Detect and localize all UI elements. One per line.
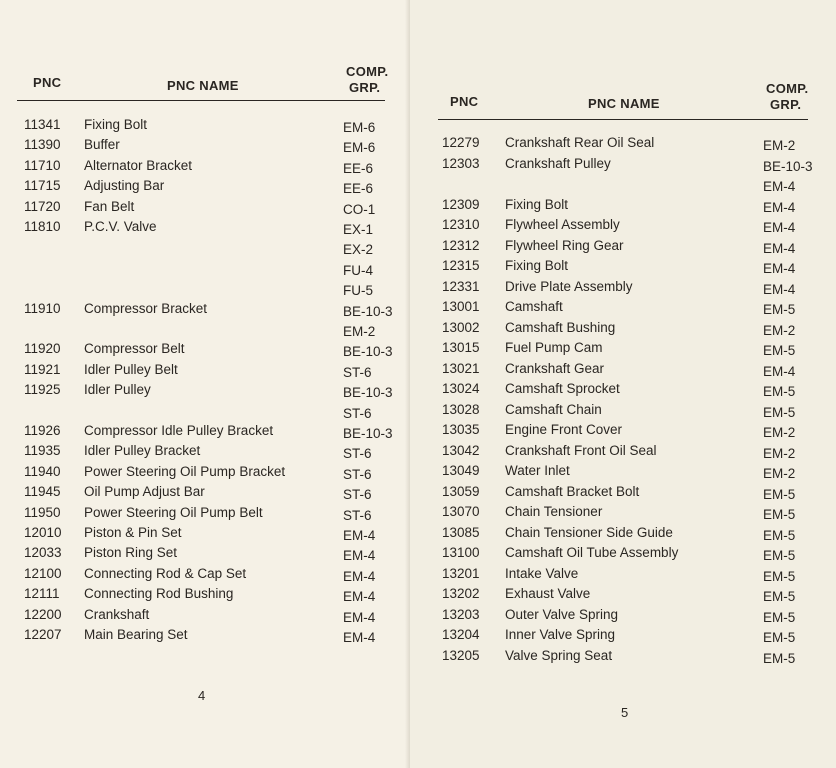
table-row — [410, 135, 836, 155]
pnc-cell: 11920 — [24, 341, 61, 357]
pnc-cell: 12207 — [24, 627, 62, 642]
comp-grp-cell: EM-2 — [763, 138, 796, 153]
pnc-name-cell: Engine Front Cover — [505, 422, 623, 437]
table-row — [0, 301, 410, 321]
comp-grp-cell: FU-5 — [343, 283, 373, 299]
pnc-cell: 12033 — [24, 545, 62, 561]
comp-grp-cell: EM-6 — [343, 120, 376, 135]
table-row — [0, 178, 410, 198]
comp-grp-cell: EM-4 — [343, 548, 376, 564]
table-row — [410, 484, 836, 504]
comp-grp-cell: EM-5 — [763, 589, 796, 604]
pnc-cell: 13049 — [442, 463, 480, 478]
pnc-name-cell: Crankshaft Pulley — [505, 155, 611, 171]
comp-grp-cell: BE-10-3 — [343, 303, 393, 319]
pnc-cell: 12312 — [442, 237, 480, 253]
table-row — [0, 423, 410, 443]
table-row — [0, 382, 410, 402]
table-row — [410, 217, 836, 237]
table-row — [410, 340, 836, 360]
pnc-cell: 11341 — [24, 117, 61, 132]
pnc-name-cell: Compressor Belt — [84, 341, 185, 357]
comp-grp-cell: EM-6 — [343, 140, 376, 156]
comp-grp-header-line2: GRP. — [349, 80, 381, 95]
table-row — [410, 566, 836, 586]
comp-grp-cell: EM-4 — [343, 589, 376, 605]
table-row — [410, 525, 836, 545]
pnc-name-cell: Crankshaft Rear Oil Seal — [505, 135, 655, 150]
comp-grp-cell: EM-2 — [763, 445, 796, 461]
pnc-cell: 11390 — [24, 137, 61, 153]
pnc-cell: 13001 — [442, 299, 480, 314]
comp-grp-cell: EX-2 — [343, 242, 374, 258]
pnc-name-cell: Fixing Bolt — [505, 258, 569, 273]
pnc-cell: 13201 — [442, 565, 480, 581]
comp-grp-cell: ST-6 — [343, 446, 372, 462]
pnc-header: PNC — [450, 94, 479, 109]
header-rule — [17, 100, 385, 101]
table-row — [410, 238, 836, 258]
pnc-cell: 11910 — [24, 300, 61, 316]
comp-grp-cell: EM-4 — [763, 199, 796, 215]
pnc-cell: 11935 — [24, 443, 61, 459]
pnc-name-cell: Crankshaft Gear — [505, 360, 605, 376]
comp-grp-cell: EM-5 — [763, 486, 796, 502]
pnc-cell: 11940 — [24, 463, 61, 479]
table-row — [410, 156, 836, 176]
table-row — [0, 199, 410, 219]
comp-grp-cell: FU-4 — [343, 262, 373, 278]
comp-grp-cell: EX-1 — [343, 222, 374, 237]
comp-grp-cell: EE-6 — [343, 181, 374, 197]
pnc-name-cell: Connecting Rod Bushing — [84, 586, 234, 602]
right-page — [410, 0, 836, 768]
table-row — [0, 219, 410, 239]
comp-grp-cell: EM-5 — [763, 384, 796, 399]
pnc-cell: 13035 — [442, 422, 480, 437]
table-row — [0, 586, 410, 606]
table-row — [0, 484, 410, 504]
table-row — [410, 299, 836, 319]
pnc-name-cell: Valve Spring Seat — [505, 647, 613, 663]
comp-grp-cell: BE-10-3 — [763, 158, 813, 174]
pnc-cell: 13028 — [442, 401, 480, 417]
table-row — [0, 362, 410, 382]
pnc-name-cell: Fixing Bolt — [505, 196, 569, 212]
comp-grp-cell: EM-4 — [763, 281, 796, 297]
pnc-name-cell: Camshaft Chain — [505, 401, 602, 417]
pnc-name-cell: Chain Tensioner — [505, 504, 603, 519]
pnc-cell: 13204 — [442, 627, 480, 642]
table-row — [0, 525, 410, 545]
comp-grp-cell: EM-4 — [343, 630, 376, 645]
comp-grp-cell: EM-2 — [763, 322, 796, 338]
pnc-cell: 11945 — [24, 484, 61, 500]
pnc-name-cell: Drive Plate Assembly — [505, 278, 633, 294]
pnc-name-cell: Idler Pulley Bracket — [84, 443, 201, 459]
pnc-cell: 13205 — [442, 647, 480, 663]
comp-grp-cell: EM-4 — [343, 609, 376, 625]
pnc-name-cell: P.C.V. Valve — [84, 219, 157, 234]
pnc-name-cell: Water Inlet — [505, 463, 570, 478]
comp-grp-cell: ST-6 — [343, 364, 372, 380]
comp-grp-cell: BE-10-3 — [343, 426, 393, 441]
pnc-name-cell: Camshaft Bracket Bolt — [505, 483, 640, 499]
page-number: 5 — [621, 705, 629, 720]
table-row — [410, 197, 836, 217]
table-row — [410, 607, 836, 627]
table-row — [0, 239, 410, 259]
pnc-cell: 12303 — [442, 155, 480, 171]
table-row — [410, 422, 836, 442]
pnc-cell: 13024 — [442, 381, 480, 396]
table-row — [410, 648, 836, 668]
header-rule — [438, 119, 808, 120]
pnc-cell: 12279 — [442, 135, 480, 150]
pnc-header: PNC — [33, 75, 62, 90]
page-number: 4 — [198, 688, 206, 703]
table-row — [410, 381, 836, 401]
table-row — [0, 321, 410, 341]
pnc-name-cell: Connecting Rod & Cap Set — [84, 565, 247, 581]
table-row — [0, 137, 410, 157]
comp-grp-cell: EM-4 — [343, 568, 376, 584]
comp-grp-cell: EM-5 — [763, 650, 796, 666]
comp-grp-cell: EM-4 — [763, 261, 796, 276]
pnc-name-cell: Flywheel Ring Gear — [505, 237, 624, 253]
pnc-cell: 13070 — [442, 504, 480, 519]
comp-grp-cell: EE-6 — [343, 160, 374, 176]
pnc-name-cell: Compressor Bracket — [84, 300, 208, 316]
pnc-name-cell: Idler Pulley Belt — [84, 361, 178, 377]
pnc-cell: 12111 — [24, 586, 60, 602]
table-row — [0, 545, 410, 565]
table-row — [0, 403, 410, 423]
pnc-name-cell: Fan Belt — [84, 198, 135, 214]
pnc-name-cell: Camshaft Sprocket — [505, 381, 620, 396]
comp-grp-cell: EM-2 — [763, 425, 796, 440]
table-row — [410, 545, 836, 565]
table-row — [410, 443, 836, 463]
pnc-name-cell: Outer Valve Spring — [505, 606, 619, 622]
pnc-cell: 12309 — [442, 196, 480, 212]
comp-grp-cell: EM-5 — [763, 568, 796, 584]
comp-grp-cell: EM-5 — [763, 507, 796, 522]
pnc-name-cell: Oil Pump Adjust Bar — [84, 484, 205, 500]
comp-grp-cell: EM-5 — [763, 302, 796, 317]
pnc-name-cell: Camshaft Bushing — [505, 319, 616, 335]
pnc-name-cell: Camshaft Oil Tube Assembly — [505, 545, 679, 560]
table-row — [410, 176, 836, 196]
comp-grp-cell: EM-2 — [763, 466, 796, 481]
comp-grp-header-line2: GRP. — [770, 97, 802, 112]
pnc-name-cell: Fixing Bolt — [84, 117, 148, 132]
comp-grp-cell: EM-2 — [343, 324, 376, 339]
comp-grp-cell: EM-5 — [763, 404, 796, 420]
comp-grp-header-line1: COMP. — [346, 64, 389, 79]
pnc-name-cell: Compressor Idle Pulley Bracket — [84, 423, 274, 438]
pnc-name-cell: Main Bearing Set — [84, 627, 188, 642]
table-row — [0, 158, 410, 178]
pnc-cell: 13100 — [442, 545, 480, 560]
pnc-name-cell: Power Steering Oil Pump Bracket — [84, 463, 286, 479]
table-row — [0, 505, 410, 525]
table-row — [0, 117, 410, 137]
table-row — [410, 627, 836, 647]
pnc-cell: 12315 — [442, 258, 480, 273]
pnc-name-cell: Chain Tensioner Side Guide — [505, 524, 673, 540]
pnc-name-header: PNC NAME — [167, 78, 239, 93]
pnc-cell: 13015 — [442, 340, 480, 355]
pnc-name-cell: Alternator Bracket — [84, 157, 193, 173]
pnc-name-cell: Idler Pulley — [84, 382, 151, 398]
comp-grp-cell: CO-1 — [343, 201, 376, 217]
pnc-name-cell: Crankshaft — [84, 606, 150, 622]
pnc-name-cell: Piston Ring Set — [84, 545, 178, 561]
comp-grp-header-line1: COMP. — [766, 81, 809, 96]
pnc-cell: 12200 — [24, 606, 62, 622]
comp-grp-cell: ST-6 — [343, 507, 372, 523]
pnc-cell: 11710 — [24, 157, 61, 173]
comp-grp-cell: EM-4 — [763, 220, 796, 235]
pnc-name-cell: Exhaust Valve — [505, 586, 591, 601]
comp-grp-cell: EM-4 — [763, 240, 796, 256]
table-row — [410, 258, 836, 278]
pnc-name-cell: Fuel Pump Cam — [505, 340, 603, 355]
pnc-cell: 12310 — [442, 217, 480, 232]
pnc-cell: 12010 — [24, 525, 62, 540]
pnc-name-cell: Power Steering Oil Pump Belt — [84, 504, 263, 520]
comp-grp-cell: BE-10-3 — [343, 385, 393, 401]
pnc-cell: 12331 — [442, 278, 480, 294]
table-row — [0, 566, 410, 586]
pnc-name-cell: Flywheel Assembly — [505, 217, 620, 232]
pnc-name-cell: Adjusting Bar — [84, 178, 165, 194]
table-row — [410, 402, 836, 422]
comp-grp-cell: EM-4 — [763, 363, 796, 379]
comp-grp-cell: EM-4 — [763, 179, 796, 194]
pnc-cell: 13002 — [442, 319, 480, 335]
pnc-cell: 13021 — [442, 360, 480, 376]
table-row — [0, 260, 410, 280]
table-row — [410, 320, 836, 340]
table-row — [410, 361, 836, 381]
comp-grp-cell: BE-10-3 — [343, 344, 393, 360]
pnc-name-cell: Inner Valve Spring — [505, 627, 616, 642]
pnc-cell: 11926 — [24, 423, 61, 438]
left-page — [0, 0, 410, 768]
comp-grp-cell: EM-4 — [343, 528, 376, 543]
pnc-cell: 11720 — [24, 198, 61, 214]
pnc-cell: 13042 — [442, 442, 480, 458]
table-row — [0, 443, 410, 463]
pnc-cell: 11950 — [24, 504, 61, 520]
table-row — [410, 463, 836, 483]
pnc-name-cell: Buffer — [84, 137, 120, 153]
comp-grp-cell: EM-5 — [763, 630, 796, 645]
pnc-name-header: PNC NAME — [588, 96, 660, 111]
pnc-cell: 13085 — [442, 524, 480, 540]
pnc-cell: 11925 — [24, 382, 61, 398]
pnc-cell: 13202 — [442, 586, 480, 601]
table-row — [0, 341, 410, 361]
table-row — [410, 279, 836, 299]
pnc-cell: 13059 — [442, 483, 480, 499]
pnc-cell: 11921 — [24, 361, 61, 377]
table-row — [0, 607, 410, 627]
comp-grp-cell: ST-6 — [343, 405, 372, 421]
comp-grp-cell: EM-5 — [763, 527, 796, 543]
table-row — [410, 586, 836, 606]
pnc-name-cell: Piston & Pin Set — [84, 525, 182, 540]
comp-grp-cell: ST-6 — [343, 466, 372, 482]
comp-grp-cell: EM-5 — [763, 548, 796, 563]
pnc-cell: 13203 — [442, 606, 480, 622]
pnc-cell: 11810 — [24, 219, 61, 234]
pnc-name-cell: Camshaft — [505, 299, 563, 314]
comp-grp-cell: EM-5 — [763, 343, 796, 358]
table-row — [410, 504, 836, 524]
pnc-name-cell: Intake Valve — [505, 565, 579, 581]
table-row — [0, 280, 410, 300]
table-row — [0, 627, 410, 647]
pnc-cell: 12100 — [24, 565, 62, 581]
pnc-cell: 11715 — [24, 178, 61, 194]
comp-grp-cell: EM-5 — [763, 609, 796, 625]
comp-grp-cell: ST-6 — [343, 487, 372, 503]
table-row — [0, 464, 410, 484]
pnc-name-cell: Crankshaft Front Oil Seal — [505, 442, 657, 458]
